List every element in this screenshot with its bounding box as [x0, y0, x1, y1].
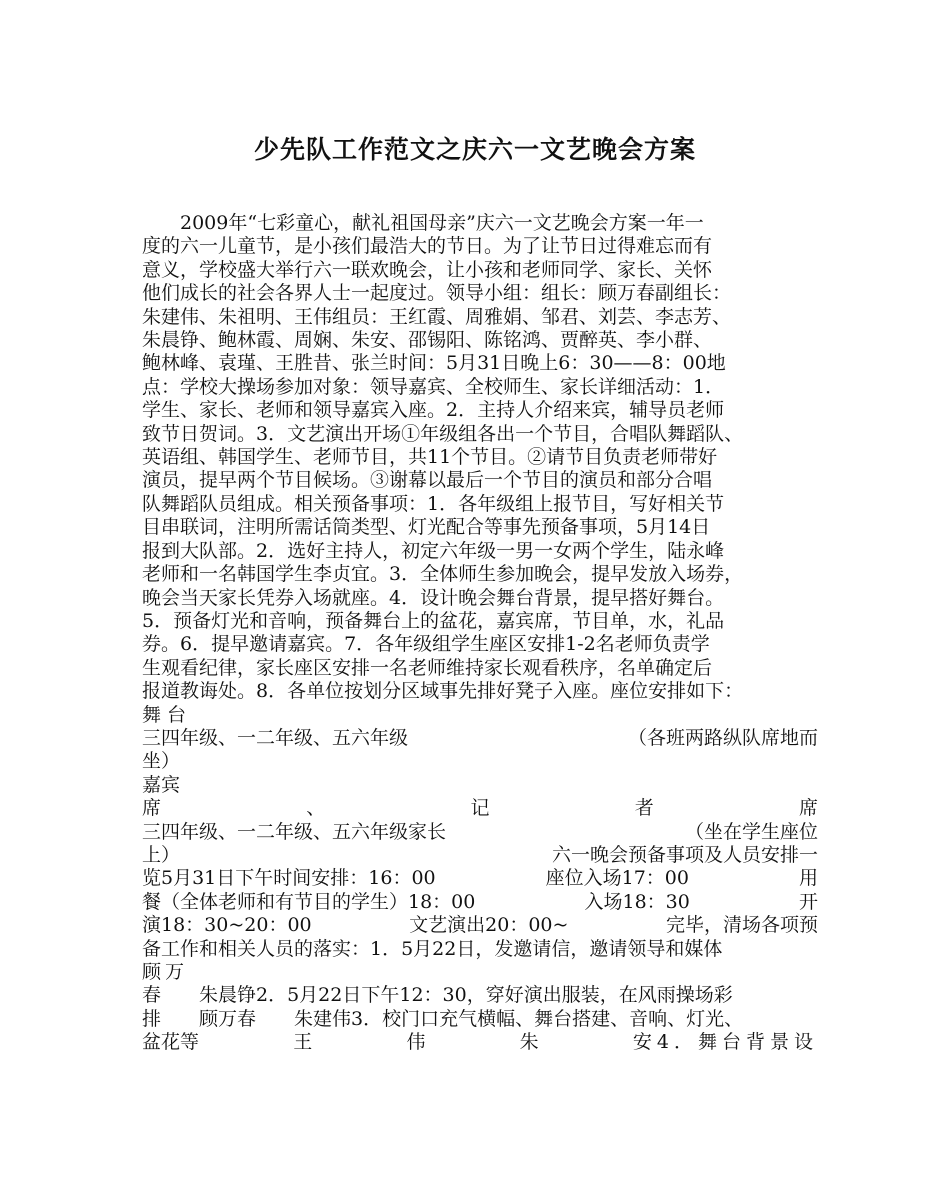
tail-spread-cell: 王	[293, 1031, 313, 1054]
schedule-cell: 览5月31日下午时间安排：16：00	[142, 867, 436, 890]
paragraph-line: 目串联词，注明所需话筒类型、灯光配合等事先预备事项，5月14日	[142, 516, 711, 539]
tail-spread-cell: 朱	[519, 1031, 539, 1054]
paragraph-line: 鲍林峰、袁瑾、王胜昔、张兰时间：5月31日晚上6：30——8：00地	[142, 352, 726, 375]
schedule-cell: 开	[798, 890, 818, 913]
seating-spread-char: 、	[306, 797, 326, 820]
seating-student-note-cont: 坐）	[142, 750, 181, 773]
schedule-cell: 入场18：30	[584, 890, 690, 913]
paragraph-line: 意义，学校盛大举行六一联欢晚会，让小孩和老师同学、家长、关怀	[142, 258, 713, 281]
seating-student-note: （各班两路纵队席地而	[627, 726, 818, 749]
paragraph-line: 演员，提早两个节目候场。③谢幕以最后一个节目的演员和部分合唱	[142, 469, 713, 492]
seating-spread-char: 席	[142, 797, 162, 820]
page-title: 少先队工作范文之庆六一文艺晚会方案	[253, 135, 696, 164]
tail-line: 排 顾万春 朱建伟3．校门口充气横幅、舞台搭建、音响、灯光、	[142, 1007, 744, 1030]
schedule-line	[142, 914, 818, 937]
paragraph-line: 5．预备灯光和音响，预备舞台上的盆花，嘉宾席，节目单，水，礼品	[142, 609, 725, 632]
paragraph-line: 老师和一名韩国学生李贞宜。3．全体师生参加晚会，提早发放入场券，	[142, 563, 744, 586]
tail-spread-cell: 安4．舞台背景设	[632, 1031, 818, 1054]
tail-name: 顾万	[142, 961, 189, 983]
schedule-line	[142, 867, 818, 890]
seating-stage: 舞台	[142, 703, 193, 726]
seating-parent-note-cont: 上）	[142, 843, 181, 866]
paragraph-line: 点：学校大操场参加对象：领导嘉宾、全校师生、家长详细活动：1．	[142, 375, 725, 398]
paragraph-line: 朱建伟、朱祖明、王伟组员：王红霞、周雅娟、邹君、刘芸、李志芳、	[142, 305, 732, 328]
tail-spread-cell: 盆花等	[142, 1031, 200, 1054]
schedule-line	[142, 891, 818, 914]
paragraph-line: 报到大队部。2．选好主持人，初定六年级一男一女两个学生，陆永峰	[142, 539, 725, 562]
seating-student-grades: 三四年级、一二年级、五六年级	[142, 726, 409, 749]
seating-guest-press-row	[142, 797, 818, 820]
document-body	[142, 212, 818, 1055]
schedule-cell: 文艺演出20：00~	[409, 914, 569, 937]
paragraph-line: 学生、家长、老师和领导嘉宾入座。2．主持人介绍来宾，辅导员老师	[142, 399, 725, 422]
tail-line: 春 朱晨铮2．5月22日下午12：30，穿好演出服装，在风雨操场彩	[142, 984, 733, 1007]
seating-parent-note: （坐在学生座位	[684, 820, 818, 843]
seating-spread-char: 席	[798, 797, 818, 820]
seating-row-students	[142, 727, 818, 750]
seating-parent-grades: 三四年级、一二年级、五六年级家长	[142, 820, 447, 843]
seating-guest: 嘉宾	[142, 773, 181, 796]
schedule-cell: 用	[798, 867, 818, 890]
seating-spread-char: 者	[634, 797, 654, 820]
paragraph-line: 致节日贺词。3．文艺演出开场①年级组各出一个节目，合唱队舞蹈队、	[142, 422, 744, 445]
paragraph-line: 朱晨铮、鲍林霞、周娴、朱安、邵锡阳、陈铭鸿、贾醉英、李小群、	[142, 329, 713, 352]
schedule-cell: 演18：30~20：00	[142, 914, 312, 937]
schedule-cell: 餐（全体老师和有节目的学生）18：00	[142, 890, 476, 913]
schedule-cell: 座位入场17：00	[545, 867, 689, 890]
seating-spread-char: 记	[470, 797, 490, 820]
paragraph-line: 报道教诲处。8．各单位按划分区域事先排好凳子入座。座位安排如下：	[142, 680, 744, 703]
schedule-cell: 完毕，清场各项预	[665, 914, 818, 937]
paragraph-line: 2009年“七彩童心，献礼祖国母亲”庆六一文艺晚会方案一年一	[180, 212, 704, 234]
paragraph-line: 券。6．提早邀请嘉宾。7．各年级组学生座区安排1-2名老师负责学	[142, 633, 710, 656]
paragraph-line: 度的六一儿童节，是小孩们最浩大的节日。为了让节日过得难忘而有	[142, 235, 713, 258]
tail-spread-cell: 伟	[406, 1031, 426, 1054]
schedule-heading-row	[142, 844, 818, 867]
schedule-title: 六一晚会预备事项及人员安排一	[551, 843, 818, 866]
paragraph-line: 英语组、韩国学生、老师节目，共11个节目。②请节目负责老师带好	[142, 446, 718, 469]
seating-row-parents	[142, 821, 818, 844]
paragraph-line: 生观看纪律，家长座区安排一名老师维持家长观看秩序，名单确定后	[142, 656, 713, 679]
tail-line: 备工作和相关人员的落实：1．5月22日，发邀请信，邀请领导和媒体	[142, 937, 723, 960]
tail-spread-line	[142, 1031, 818, 1054]
paragraph-line: 队舞蹈队员组成。相关预备事项：1．各年级组上报节目，写好相关节	[142, 492, 725, 515]
paragraph-line: 他们成长的社会各界人士一起度过。领导小组：组长：顾万春副组长：	[142, 282, 732, 305]
paragraph-line: 晚会当天家长凭券入场就座。4．设计晚会舞台背景，提早搭好舞台。	[142, 586, 725, 609]
